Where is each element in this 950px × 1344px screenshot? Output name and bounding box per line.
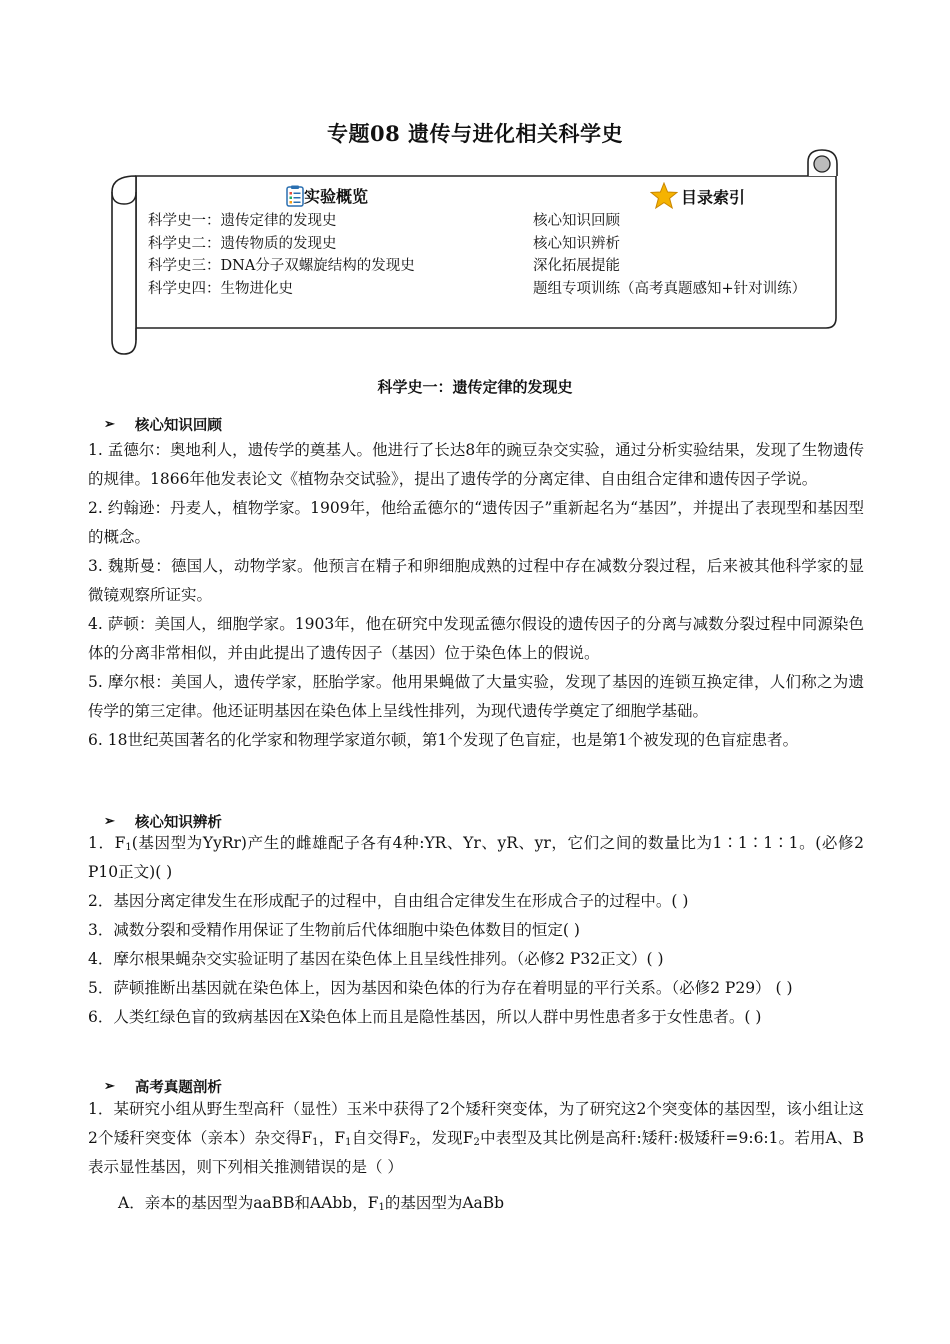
analysis-list bbox=[88, 829, 864, 1032]
arrow-bullet-icon: ➢ bbox=[104, 417, 115, 432]
analysis-item: 2．基因分离定律发生在形成配子的过程中，自由组合定律发生在形成合子的过程中。( ) bbox=[88, 892, 689, 910]
review-heading bbox=[104, 414, 222, 435]
index-item[interactable]: 题组专项训练（高考真题感知+针对训练） bbox=[533, 280, 807, 297]
checklist-icon bbox=[286, 185, 304, 207]
overview-item[interactable]: 科学史一：遗传定律的发现史 bbox=[148, 213, 337, 229]
review-heading-label: 核心知识回顾 bbox=[134, 417, 222, 434]
review-item: 3. 魏斯曼：德国人，动物学家。他预言在精子和卵细胞成熟的过程中存在减数分裂过程，后来被其他科学家的显微镜观察所证实。 bbox=[88, 557, 864, 604]
arrow-bullet-icon: ➢ bbox=[104, 814, 115, 829]
review-item: 2. 约翰逊：丹麦人，植物学家。1909年，他给孟德尔的“遗传因子”重新起名为“基因”，并提出了表现型和基因型的概念。 bbox=[88, 499, 864, 546]
analysis-heading-label: 核心知识辨析 bbox=[134, 814, 222, 831]
section-title: 科学史一：遗传定律的发现史 bbox=[377, 378, 573, 396]
overview-item[interactable]: 科学史四：生物进化史 bbox=[148, 280, 293, 297]
analysis-item: 4．摩尔根果蝇杂交实验证明了基因在染色体上且呈线性排列。（必修2 P32正文）( ) bbox=[88, 950, 664, 968]
overview-item[interactable]: 科学史三：DNA分子双螺旋结构的发现史 bbox=[148, 258, 415, 274]
index-list bbox=[533, 210, 818, 300]
overview-heading bbox=[286, 184, 368, 207]
overview-heading-label: 实验概览 bbox=[304, 187, 369, 206]
index-item[interactable]: 核心知识辨析 bbox=[533, 235, 620, 252]
overview-list bbox=[148, 210, 415, 300]
exam-heading-label: 高考真题剖析 bbox=[134, 1079, 222, 1096]
star-icon bbox=[650, 182, 678, 210]
index-heading-label: 目录索引 bbox=[681, 187, 746, 207]
analysis-item: 3．减数分裂和受精作用保证了生物前后代体细胞中染色体数目的恒定( ) bbox=[88, 921, 580, 939]
analysis-item: 6．人类红绿色盲的致病基因在X染色体上而且是隐性基因，所以人群中男性患者多于女性患者。( ) bbox=[88, 1008, 762, 1026]
review-list bbox=[88, 436, 864, 755]
overview-item[interactable]: 科学史二：遗传物质的发现史 bbox=[148, 235, 337, 252]
exam-question: 1．某研究小组从野生型高秆（显性）玉米中获得了2个矮秆突变体，为了研究这2个突变体的基因型，该小组让这2个矮秆突变体（亲本）杂交得$F_1$，$F_1$自交得$F_2$，发现$F_2$中表型及其比例是高秆:矮秆:极矮秆=9:6:1。若用A、B表示显性基因，则下列相关推测错误的是（ ） bbox=[88, 1100, 864, 1176]
index-item[interactable]: 核心知识回顾 bbox=[533, 213, 620, 229]
review-item: 4. 萨顿：美国人，细胞学家。1903年，他在研究中发现孟德尔假设的遗传因子的分离与减数分裂过程中同源染色体的分离非常相似，并由此提出了遗传因子（基因）位于染色体上的假说。 bbox=[88, 615, 864, 662]
analysis-item: 1．$F_1$(基因型为YyRr)产生的雌雄配子各有4种:YR、Yr、yR、yr，它们之间的数量比为1∶1∶1∶1。(必修2 P10正文)( ) bbox=[88, 834, 864, 881]
index-heading bbox=[650, 182, 745, 210]
exam-heading bbox=[104, 1076, 222, 1097]
review-item: 1. 孟德尔：奥地利人，遗传学的奠基人。他进行了长达8年的豌豆杂交实验，通过分析实验结果，发现了生物遗传的规律。1866年他发表论文《植物杂交试验》，提出了遗传学的分离定律、自由组合定律和遗传因子学说。 bbox=[88, 441, 864, 488]
page-title: 专题08 遗传与进化相关科学史 bbox=[326, 121, 624, 146]
review-item: 5. 摩尔根：美国人，遗传学家，胚胎学家。他用果蝇做了大量实验，发现了基因的连锁互换定律，人们称之为遗传学的第三定律。他还证明基因在染色体上呈线性排列，为现代遗传学奠定了细胞学基础。 bbox=[88, 673, 864, 720]
arrow-bullet-icon: ➢ bbox=[104, 1079, 115, 1094]
analysis-item: 5．萨顿推断出基因就在染色体上，因为基因和染色体的行为存在着明显的平行关系。（必修2 P29） ( ) bbox=[88, 979, 793, 997]
option-a[interactable]: A．亲本的基因型为aaBB和AAbb，$F_1$的基因型为AaBb bbox=[118, 1194, 505, 1213]
index-item[interactable]: 深化拓展提能 bbox=[533, 258, 620, 274]
review-item: 6. 18世纪英国著名的化学家和物理学家道尔顿，第1个发现了色盲症，也是第1个被发现的色盲症患者。 bbox=[88, 731, 799, 749]
